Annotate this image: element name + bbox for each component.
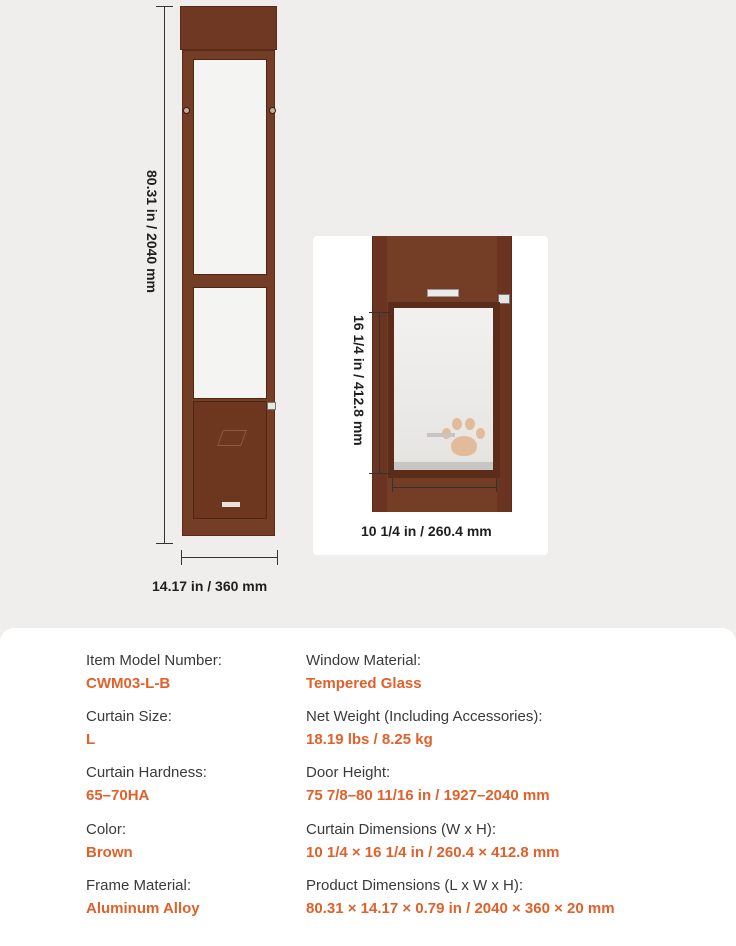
flap-closeup-card — [313, 236, 548, 555]
spec-value: Aluminum Alloy — [86, 900, 200, 917]
spec-label: Window Material: — [306, 652, 422, 669]
specifications-card — [0, 628, 736, 946]
spec-value: Brown — [86, 844, 133, 861]
flap-bottom-bar — [394, 462, 493, 470]
spec-label: Net Weight (Including Accessories): — [306, 708, 543, 725]
latch-icon — [267, 402, 276, 410]
width-dimension-tick-right — [277, 550, 278, 565]
flap-label-plate — [222, 502, 240, 507]
spec-label: Frame Material: — [86, 877, 192, 894]
flap-height-dimension-line — [379, 312, 380, 473]
spec-value: CWM03-L-B — [86, 675, 171, 692]
width-dimension-line — [181, 557, 277, 558]
door-flap-area — [193, 401, 267, 519]
closeup-rail-left — [373, 236, 387, 512]
flap-height-tick-top — [369, 312, 391, 313]
flap-width-label: 10 1/4 in / 260.4 mm — [361, 523, 492, 539]
spec-frame-material — [86, 877, 200, 917]
spec-value: 10 1/4 × 16 1/4 in / 260.4 × 412.8 mm — [306, 844, 560, 861]
spec-value: 75 7/8–80 11/16 in / 1927–2040 mm — [306, 787, 550, 804]
spec-label: Door Height: — [306, 764, 391, 781]
paw-print-icon — [442, 416, 486, 462]
spec-value: 80.31 × 14.17 × 0.79 in / 2040 × 360 × 20 mm — [306, 900, 615, 917]
spec-label: Curtain Hardness: — [86, 764, 207, 781]
flap-width-tick-left — [392, 478, 393, 492]
height-dimension-tick-bottom — [156, 543, 173, 544]
spec-curtain-size — [86, 708, 172, 748]
spec-door-height — [306, 764, 550, 804]
middle-glass-pane — [193, 287, 267, 399]
spec-value: 65–70HA — [86, 787, 150, 804]
spec-net-weight — [306, 708, 543, 748]
closeup-label-plate — [427, 289, 459, 297]
flap-height-label: 16 1/4 in / 412.8 mm — [351, 315, 367, 446]
spec-label: Color: — [86, 821, 127, 838]
screw-icon — [183, 107, 190, 114]
height-dimension-tick-top — [156, 6, 173, 7]
spec-value: 18.19 lbs / 8.25 kg — [306, 731, 433, 748]
spec-window-material — [306, 652, 422, 692]
spec-label: Curtain Size: — [86, 708, 172, 725]
door-width-label: 14.17 in / 360 mm — [152, 578, 268, 594]
width-dimension-tick-left — [181, 550, 182, 565]
spec-label: Item Model Number: — [86, 652, 222, 669]
spec-label: Product Dimensions (L x W x H): — [306, 877, 523, 894]
spec-value: L — [86, 731, 96, 748]
door-top-cap — [180, 6, 277, 50]
pet-door-panel-image — [180, 6, 277, 536]
spec-item-model-number — [86, 652, 222, 692]
door-height-label: 80.31 in / 2040 mm — [144, 170, 160, 293]
flap-width-dimension-line — [392, 487, 496, 488]
door-frame — [182, 50, 275, 536]
flap-width-tick-right — [496, 478, 497, 492]
screw-icon — [269, 107, 276, 114]
flap-brand-mark — [427, 433, 455, 437]
upper-glass-pane — [193, 59, 267, 275]
spec-label: Curtain Dimensions (W x H): — [306, 821, 497, 838]
pet-flap-panel — [394, 308, 493, 470]
spec-value: Tempered Glass — [306, 675, 422, 692]
spec-curtain-hardness — [86, 764, 207, 804]
flap-emboss-shape — [217, 430, 247, 446]
closeup-door-frame — [372, 236, 512, 512]
spec-color — [86, 821, 133, 861]
height-dimension-line — [164, 6, 165, 543]
spec-curtain-dimensions — [306, 821, 560, 861]
flap-height-tick-bottom — [369, 473, 391, 474]
spec-product-dimensions — [306, 877, 615, 917]
